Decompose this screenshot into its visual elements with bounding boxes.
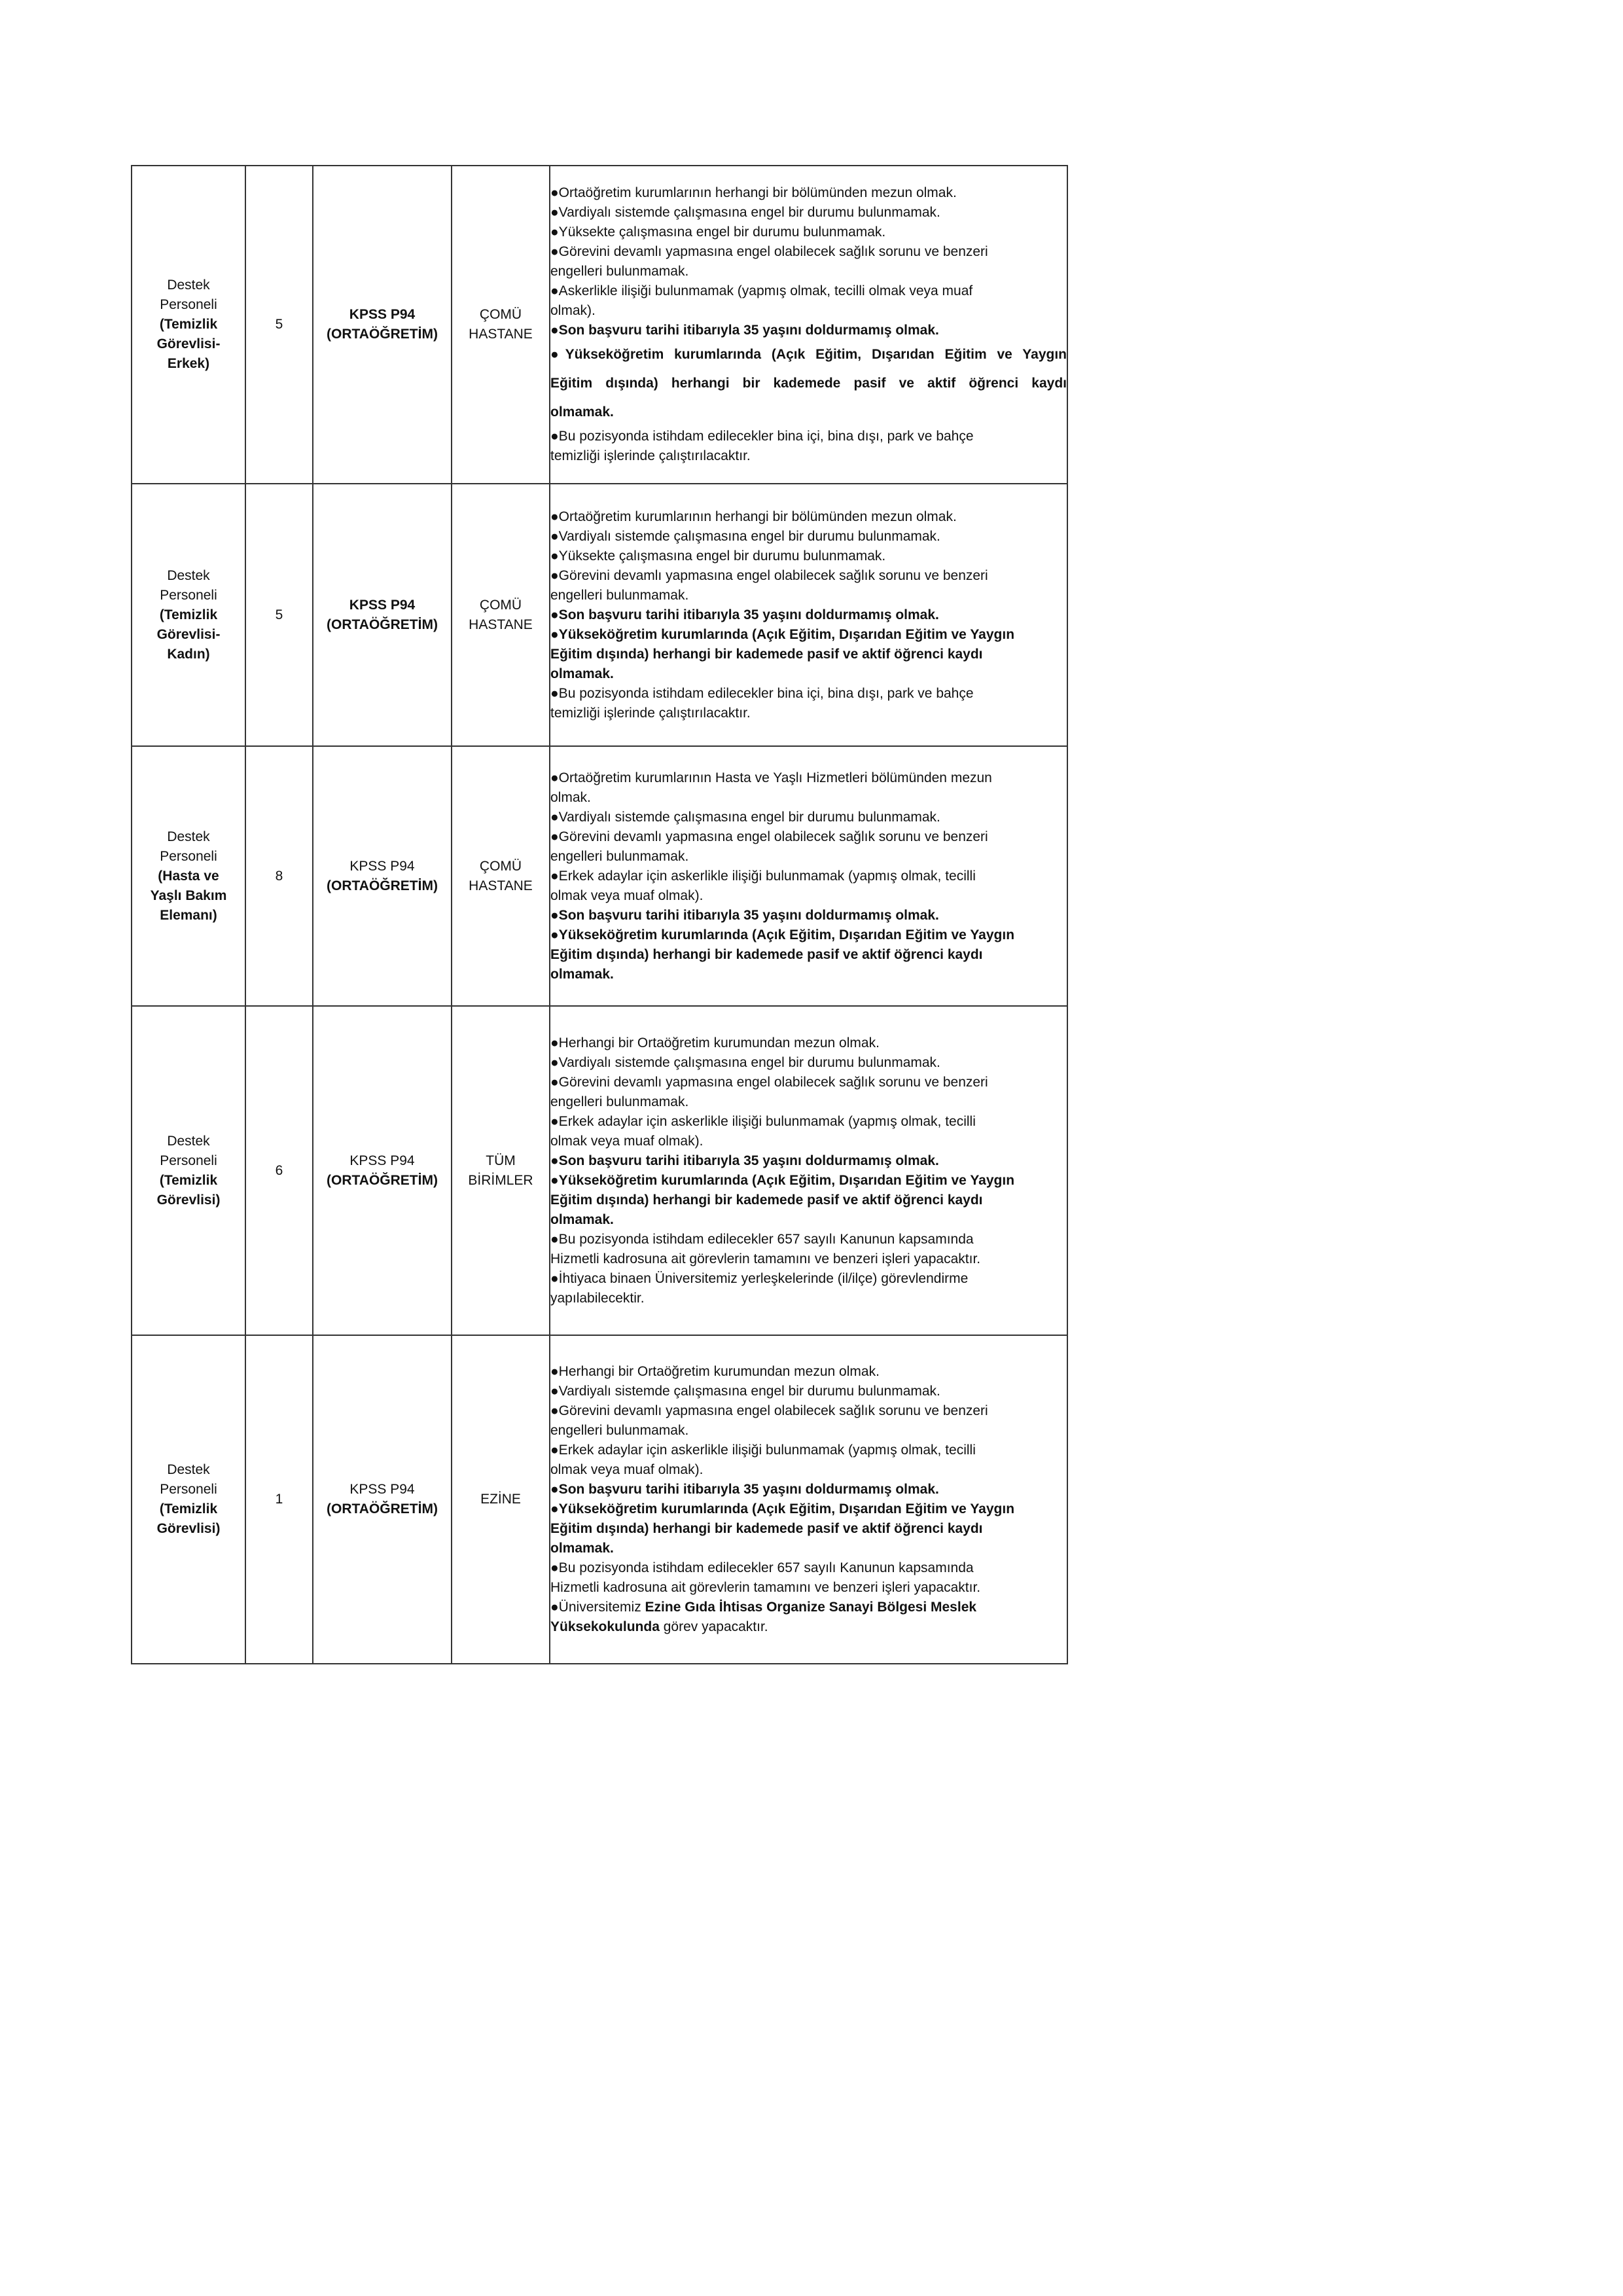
exam-type-cell bbox=[313, 1006, 452, 1335]
unit-line: ÇOMÜ bbox=[479, 597, 522, 613]
requirement-line: olmak). bbox=[550, 303, 596, 318]
exam-type-cell bbox=[313, 484, 452, 746]
exam-type-cell bbox=[313, 166, 452, 484]
requirement-line: ●Erkek adaylar için askerlikle ilişiği bulunmamak (yapmış olmak, tecilli bbox=[550, 1443, 976, 1458]
exam-type-line: (ORTAÖĞRETİM) bbox=[327, 1172, 438, 1188]
requirement-line: ●Görevini devamlı yapmasına engel olabilecek sağlık sorunu ve benzeri bbox=[550, 1074, 988, 1090]
position-title-line: Personeli bbox=[160, 1482, 217, 1497]
position-title-line: Kadın) bbox=[167, 646, 210, 662]
requirement-line: Hizmetli kadrosuna ait görevlerin tamamını ve benzeri işleri yapacaktır. bbox=[550, 1580, 981, 1595]
requirement-line: olmak veya muaf olmak). bbox=[550, 888, 704, 903]
position-title-line: Görevlisi- bbox=[156, 336, 221, 351]
unit-line: BİRİMLER bbox=[468, 1172, 533, 1188]
position-title-line: Personeli bbox=[160, 1153, 217, 1168]
requirement-line: ●Askerlikle ilişiği bulunmamak (yapmış olmak, tecilli olmak veya muaf bbox=[550, 283, 973, 298]
position-title-line: Görevlisi- bbox=[156, 626, 221, 642]
exam-type-line: KPSS P94 bbox=[349, 1153, 415, 1168]
requirement-line: ●Yükseköğretim kurumlarında (Açık Eğitim, Dışarıdan Eğitim ve Yaygın bbox=[550, 927, 1015, 942]
requirement-line: ●Ortaöğretim kurumlarının Hasta ve Yaşlı Hizmetleri bölümünden mezun bbox=[550, 770, 992, 785]
position-count: 1 bbox=[245, 1335, 313, 1664]
requirement-line: ●Vardiyalı sistemde çalışmasına engel bir durumu bulunmamak. bbox=[550, 1054, 940, 1070]
requirement-line: ●Vardiyalı sistemde çalışmasına engel bir durumu bulunmamak. bbox=[550, 528, 940, 544]
exam-type-line: (ORTAÖĞRETİM) bbox=[327, 878, 438, 893]
exam-type-line: (ORTAÖĞRETİM) bbox=[327, 617, 438, 632]
requirement-line: olmak veya muaf olmak). bbox=[550, 1462, 704, 1477]
table-row bbox=[132, 484, 1067, 746]
requirement-line: ●Görevini devamlı yapmasına engel olabilecek sağlık sorunu ve benzeri bbox=[550, 1403, 988, 1418]
unit-line: ÇOMÜ bbox=[479, 307, 522, 322]
requirement-line: ●Son başvuru tarihi itibarıyla 35 yaşını doldurmamış olmak. bbox=[550, 607, 939, 622]
unit-line: ÇOMÜ bbox=[479, 858, 522, 874]
position-title-line: Görevlisi) bbox=[156, 1521, 221, 1536]
requirement-line: olmamak. bbox=[550, 966, 614, 982]
unit-line: HASTANE bbox=[469, 878, 533, 893]
requirement-line: yapılabilecektir. bbox=[550, 1290, 645, 1306]
unit-cell bbox=[452, 746, 550, 1006]
requirement-line bbox=[550, 1598, 1067, 1617]
requirement-line: ●Bu pozisyonda istihdam edilecekler bina içi, bina dışı, park ve bahçe bbox=[550, 685, 974, 701]
requirement-line: ●Son başvuru tarihi itibarıyla 35 yaşını doldurmamış olmak. bbox=[550, 1153, 939, 1168]
requirement-line: ●Yükseköğretim kurumlarında (Açık Eğitim, Dışarıdan Eğitim ve Yaygın bbox=[550, 626, 1015, 642]
position-title-line: Personeli bbox=[160, 297, 217, 312]
position-title-line: (Hasta ve bbox=[158, 868, 219, 884]
requirements-cell bbox=[550, 1335, 1067, 1664]
exam-type-line: KPSS P94 bbox=[349, 1482, 415, 1497]
position-title-line: Destek bbox=[167, 278, 210, 293]
position-title-line: Görevlisi) bbox=[156, 1192, 221, 1208]
requirements-cell bbox=[550, 484, 1067, 746]
exam-type-line: KPSS P94 bbox=[349, 307, 416, 322]
requirement-line: ●Son başvuru tarihi itibarıyla 35 yaşını doldurmamış olmak. bbox=[550, 907, 939, 923]
requirement-line: Eğitim dışında) herhangi bir kademede pasif ve aktif öğrenci kaydı bbox=[550, 1521, 983, 1536]
unit-line: EZİNE bbox=[480, 1492, 521, 1507]
exam-type-cell bbox=[313, 1335, 452, 1664]
requirement-text: ●Üniversitemiz bbox=[550, 1600, 645, 1615]
unit-line: TÜM bbox=[486, 1153, 516, 1168]
requirement-line: olmamak. bbox=[550, 1541, 614, 1556]
requirement-line: engelleri bulunmamak. bbox=[550, 587, 689, 603]
position-title-cell bbox=[132, 484, 245, 746]
requirement-text-bold: Ezine Gıda İhtisas Organize Sanayi Bölgesi Meslek bbox=[645, 1600, 977, 1615]
requirement-line: ●Görevini devamlı yapmasına engel olabilecek sağlık sorunu ve benzeri bbox=[550, 829, 988, 844]
requirement-line: engelleri bulunmamak. bbox=[550, 1423, 689, 1438]
requirement-line: olmamak. bbox=[550, 1211, 614, 1227]
unit-line: HASTANE bbox=[469, 617, 533, 632]
requirement-line: ●Son başvuru tarihi itibarıyla 35 yaşını doldurmamış olmak. bbox=[550, 1482, 939, 1497]
position-title-line: Destek bbox=[167, 829, 210, 844]
requirement-line: ●Son başvuru tarihi itibarıyla 35 yaşını doldurmamış olmak. bbox=[550, 323, 939, 338]
position-title-line: Destek bbox=[167, 567, 210, 583]
requirement-text: görev yapacaktır. bbox=[659, 1619, 768, 1634]
unit-line: HASTANE bbox=[469, 327, 533, 342]
requirement-line: engelleri bulunmamak. bbox=[550, 848, 689, 864]
requirement-line: ●Vardiyalı sistemde çalışmasına engel bir durumu bulunmamak. bbox=[550, 809, 940, 825]
position-count: 6 bbox=[245, 1006, 313, 1335]
position-title-cell bbox=[132, 1006, 245, 1335]
exam-type-line: KPSS P94 bbox=[349, 597, 416, 613]
requirement-line: olmamak. bbox=[550, 404, 614, 420]
requirement-line: ●Erkek adaylar için askerlikle ilişiği bulunmamak (yapmış olmak, tecilli bbox=[550, 1113, 976, 1129]
requirement-line: ●Yükseköğretim kurumlarında (Açık Eğitim, Dışarıdan Eğitim ve Yaygın bbox=[550, 1501, 1015, 1516]
requirements-cell bbox=[550, 746, 1067, 1006]
position-title-line: Destek bbox=[167, 1462, 210, 1477]
position-title-cell bbox=[132, 746, 245, 1006]
position-title-line: (Temizlik bbox=[159, 1172, 218, 1188]
position-title-line: Erkek) bbox=[167, 356, 210, 371]
position-count: 5 bbox=[245, 484, 313, 746]
requirement-line: olmamak. bbox=[550, 666, 614, 681]
table-row bbox=[132, 746, 1067, 1006]
position-title-line: Destek bbox=[167, 1133, 210, 1149]
position-title-cell bbox=[132, 1335, 245, 1664]
requirement-line: ●Herhangi bir Ortaöğretim kurumundan mezun olmak. bbox=[550, 1035, 880, 1050]
requirement-line: ●Yükseköğretim kurumlarında (Açık Eğitim, Dışarıdan Eğitim ve Yaygın bbox=[550, 1172, 1015, 1188]
requirement-line bbox=[550, 1617, 1067, 1637]
position-title-line: Personeli bbox=[160, 587, 217, 603]
requirement-line: ●Yükseköğretim kurumlarında (Açık Eğitim, Dışarıdan Eğitim ve Yaygın bbox=[550, 347, 1067, 362]
requirement-line: ●Yüksekte çalışmasına engel bir durumu bulunmamak. bbox=[550, 548, 886, 564]
position-title-line: Yaşlı Bakım bbox=[150, 888, 227, 903]
requirement-line: engelleri bulunmamak. bbox=[550, 1094, 689, 1109]
exam-type-line: (ORTAÖĞRETİM) bbox=[327, 327, 438, 342]
position-title-line: (Temizlik bbox=[159, 1501, 218, 1516]
table-row bbox=[132, 1335, 1067, 1664]
requirement-line: engelleri bulunmamak. bbox=[550, 264, 689, 279]
requirement-line: ●Görevini devamlı yapmasına engel olabilecek sağlık sorunu ve benzeri bbox=[550, 244, 988, 259]
requirement-line: ●Yüksekte çalışmasına engel bir durumu bulunmamak. bbox=[550, 224, 886, 240]
requirement-line: olmak veya muaf olmak). bbox=[550, 1133, 704, 1149]
requirement-line: olmak. bbox=[550, 789, 591, 805]
requirement-line: ●Erkek adaylar için askerlikle ilişiği bulunmamak (yapmış olmak, tecilli bbox=[550, 868, 976, 884]
table-row bbox=[132, 1006, 1067, 1335]
table-row bbox=[132, 166, 1067, 484]
requirements-cell bbox=[550, 1006, 1067, 1335]
requirement-line: ●İhtiyaca binaen Üniversitemiz yerleşkelerinde (il/ilçe) görevlendirme bbox=[550, 1270, 969, 1286]
requirement-text-bold: Yüksekokulunda bbox=[550, 1619, 660, 1634]
unit-cell bbox=[452, 166, 550, 484]
requirement-line: temizliği işlerinde çalıştırılacaktır. bbox=[550, 705, 751, 721]
requirement-line: ●Vardiyalı sistemde çalışmasına engel bir durumu bulunmamak. bbox=[550, 1384, 940, 1399]
position-title-line: Elemanı) bbox=[160, 907, 217, 923]
requirement-line: Eğitim dışında) herhangi bir kademede pasif ve aktif öğrenci kaydı bbox=[550, 946, 983, 962]
exam-type-line: (ORTAÖĞRETİM) bbox=[327, 1501, 438, 1516]
requirement-line: ●Görevini devamlı yapmasına engel olabilecek sağlık sorunu ve benzeri bbox=[550, 567, 988, 583]
unit-cell bbox=[452, 1335, 550, 1664]
position-count: 8 bbox=[245, 746, 313, 1006]
requirement-line: temizliği işlerinde çalıştırılacaktır. bbox=[550, 448, 751, 463]
requirements-cell bbox=[550, 166, 1067, 484]
requirement-line: Eğitim dışında) herhangi bir kademede pasif ve aktif öğrenci kaydı bbox=[550, 376, 1067, 391]
position-title-line: (Temizlik bbox=[159, 607, 218, 622]
unit-cell bbox=[452, 484, 550, 746]
position-title-line: (Temizlik bbox=[159, 317, 218, 332]
requirement-line: Eğitim dışında) herhangi bir kademede pasif ve aktif öğrenci kaydı bbox=[550, 1192, 983, 1208]
position-title-line: Personeli bbox=[160, 848, 217, 864]
requirement-line: ●Ortaöğretim kurumlarının herhangi bir bölümünden mezun olmak. bbox=[550, 509, 957, 524]
exam-type-line: KPSS P94 bbox=[349, 858, 415, 874]
position-count: 5 bbox=[245, 166, 313, 484]
requirement-line: Eğitim dışında) herhangi bir kademede pasif ve aktif öğrenci kaydı bbox=[550, 646, 983, 662]
requirement-line: ●Vardiyalı sistemde çalışmasına engel bir durumu bulunmamak. bbox=[550, 205, 940, 220]
exam-type-cell bbox=[313, 746, 452, 1006]
unit-cell bbox=[452, 1006, 550, 1335]
requirement-line: ●Bu pozisyonda istihdam edilecekler bina içi, bina dışı, park ve bahçe bbox=[550, 429, 974, 444]
requirement-line: ●Herhangi bir Ortaöğretim kurumundan mezun olmak. bbox=[550, 1364, 880, 1379]
requirement-line: ●Bu pozisyonda istihdam edilecekler 657 sayılı Kanunun kapsamında bbox=[550, 1231, 974, 1247]
requirement-line: ●Ortaöğretim kurumlarının herhangi bir bölümünden mezun olmak. bbox=[550, 185, 957, 200]
position-title-cell bbox=[132, 166, 245, 484]
positions-table bbox=[131, 165, 1068, 1664]
requirement-line: Hizmetli kadrosuna ait görevlerin tamamını ve benzeri işleri yapacaktır. bbox=[550, 1251, 981, 1266]
requirement-line: ●Bu pozisyonda istihdam edilecekler 657 sayılı Kanunun kapsamında bbox=[550, 1560, 974, 1575]
